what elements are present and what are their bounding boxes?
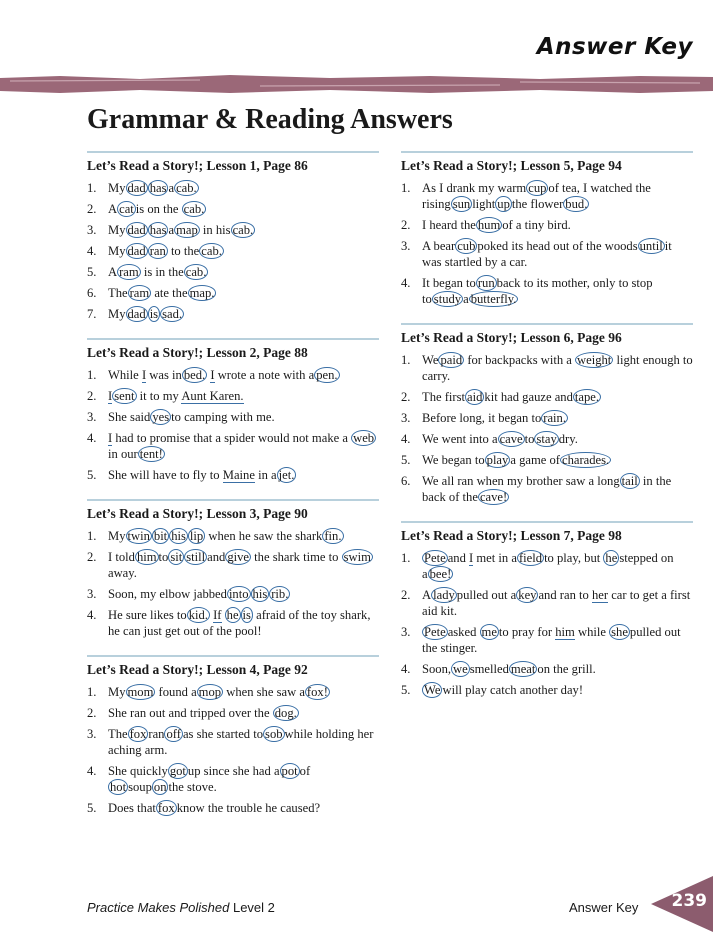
list-item: 4. I had to promise that a spider would not make a web in our tent! <box>87 431 375 461</box>
list-item: 2. The first aid kit had gauze and tape. <box>401 390 600 404</box>
list-item: 5. Does that fox know the trouble he caused? <box>87 801 321 815</box>
list-item: 2. I told him to sit still and give the shark time to swim away. <box>87 550 371 580</box>
right-column <box>401 151 693 703</box>
list-item: 1. While I was in bed. I wrote a note with a pen. <box>87 368 338 382</box>
brush-stroke-divider <box>0 74 713 94</box>
answer-list <box>87 528 379 639</box>
book-level: Level 2 <box>232 900 275 915</box>
list-item: 3. Before long, it began to rain. <box>401 411 566 425</box>
section-label: Answer Key <box>536 34 693 60</box>
lesson-5-section <box>401 151 693 307</box>
footer-section: Answer Key <box>569 900 639 915</box>
list-item: 6. We all ran when my brother saw a long tail in the back of the cave! <box>401 474 672 504</box>
list-item: 2. She ran out and tripped over the dog. <box>87 706 297 720</box>
section-rule <box>87 338 379 340</box>
section-title: Let’s Read a Story!; Lesson 3, Page 90 <box>87 506 308 521</box>
list-item: 2. I heard the hum of a tiny bird. <box>401 218 571 232</box>
answer-list <box>87 180 379 322</box>
section-title: Let’s Read a Story!; Lesson 6, Page 96 <box>401 330 622 345</box>
list-item: 3. A bear cub poked its head out of the woods until it was startled by a car. <box>401 239 672 269</box>
section-title: Let’s Read a Story!; Lesson 5, Page 94 <box>401 158 622 173</box>
answer-list <box>87 367 379 483</box>
lesson-2-section <box>87 338 379 483</box>
list-item: 1. My mom found a mop when she saw a fox! <box>87 685 328 699</box>
list-item: 1. My dad has a cab. <box>87 181 197 195</box>
section-title: Let’s Read a Story!; Lesson 7, Page 98 <box>401 528 622 543</box>
list-item: 4. He sure likes to kid. If he is afraid of the toy shark, he can just get out of the pool! <box>87 608 371 638</box>
section-title: Let’s Read a Story!; Lesson 1, Page 86 <box>87 158 308 173</box>
lesson-7-section <box>401 521 693 698</box>
list-item: 3. She said yes to camping with me. <box>87 410 275 424</box>
list-item: 4. My dad ran to the cab. <box>87 244 222 258</box>
list-item: 4. She quickly got up since she had a pot of hot soup on the stove. <box>87 764 311 794</box>
list-item: 5. We will play catch another day! <box>401 683 584 697</box>
list-item: 5. A ram is in the cab. <box>87 265 207 279</box>
page-title: Grammar & Reading Answers <box>87 104 453 135</box>
left-column <box>87 151 379 821</box>
answer-list <box>401 352 693 505</box>
list-item: 5. We began to play a game of charades. <box>401 453 610 467</box>
answer-list <box>87 684 379 816</box>
page-number: 239 <box>671 891 707 911</box>
list-item: 3. My dad has a map in his cab. <box>87 223 254 237</box>
section-rule <box>87 151 379 153</box>
list-item: 3. The fox ran off as she started to sob while holding her aching arm. <box>87 727 374 757</box>
list-item: 1. Pete and I met in a field to play, but he stepped on a bee! <box>401 551 674 581</box>
list-item: 2. A lady pulled out a key and ran to her car to get a first aid kit. <box>401 588 691 618</box>
list-item: 2. A cat is on the cab. <box>87 202 205 216</box>
answer-list <box>401 550 693 698</box>
section-rule <box>401 151 693 153</box>
list-item: 4. Soon, we smelled meat on the grill. <box>401 662 596 676</box>
section-rule <box>401 323 693 325</box>
lesson-1-section <box>87 151 379 322</box>
answer-list <box>401 180 693 307</box>
list-item: 4. We went into a cave to stay dry. <box>401 432 578 446</box>
list-item: 2. I sent it to my Aunt Karen. <box>87 389 244 403</box>
section-rule <box>87 655 379 657</box>
lesson-3-section <box>87 499 379 639</box>
footer-book-title <box>87 900 275 915</box>
list-item: 1. As I drank my warm cup of tea, I watched the rising sun light up the flower bud. <box>401 181 651 211</box>
lesson-6-section <box>401 323 693 505</box>
section-rule <box>87 499 379 501</box>
book-title: Practice Makes Polished <box>87 900 230 915</box>
lesson-4-section <box>87 655 379 816</box>
list-item: 7. My dad is sad. <box>87 307 183 321</box>
list-item: 1. My twin bit his lip when he saw the shark fin. <box>87 529 342 543</box>
list-item: 3. Soon, my elbow jabbed into his rib. <box>87 587 289 601</box>
section-title: Let’s Read a Story!; Lesson 2, Page 88 <box>87 345 308 360</box>
list-item: 6. The ram ate the map. <box>87 286 215 300</box>
section-title: Let’s Read a Story!; Lesson 4, Page 92 <box>87 662 308 677</box>
list-item: 1. We paid for backpacks with a weight light enough to carry. <box>401 353 693 383</box>
list-item: 5. She will have to fly to Maine in a jet. <box>87 468 295 482</box>
list-item: 4. It began to run back to its mother, only to stop to study a butterfly. <box>401 276 653 306</box>
list-item: 3. Pete asked me to pray for him while she pulled out the stinger. <box>401 625 681 655</box>
section-rule <box>401 521 693 523</box>
